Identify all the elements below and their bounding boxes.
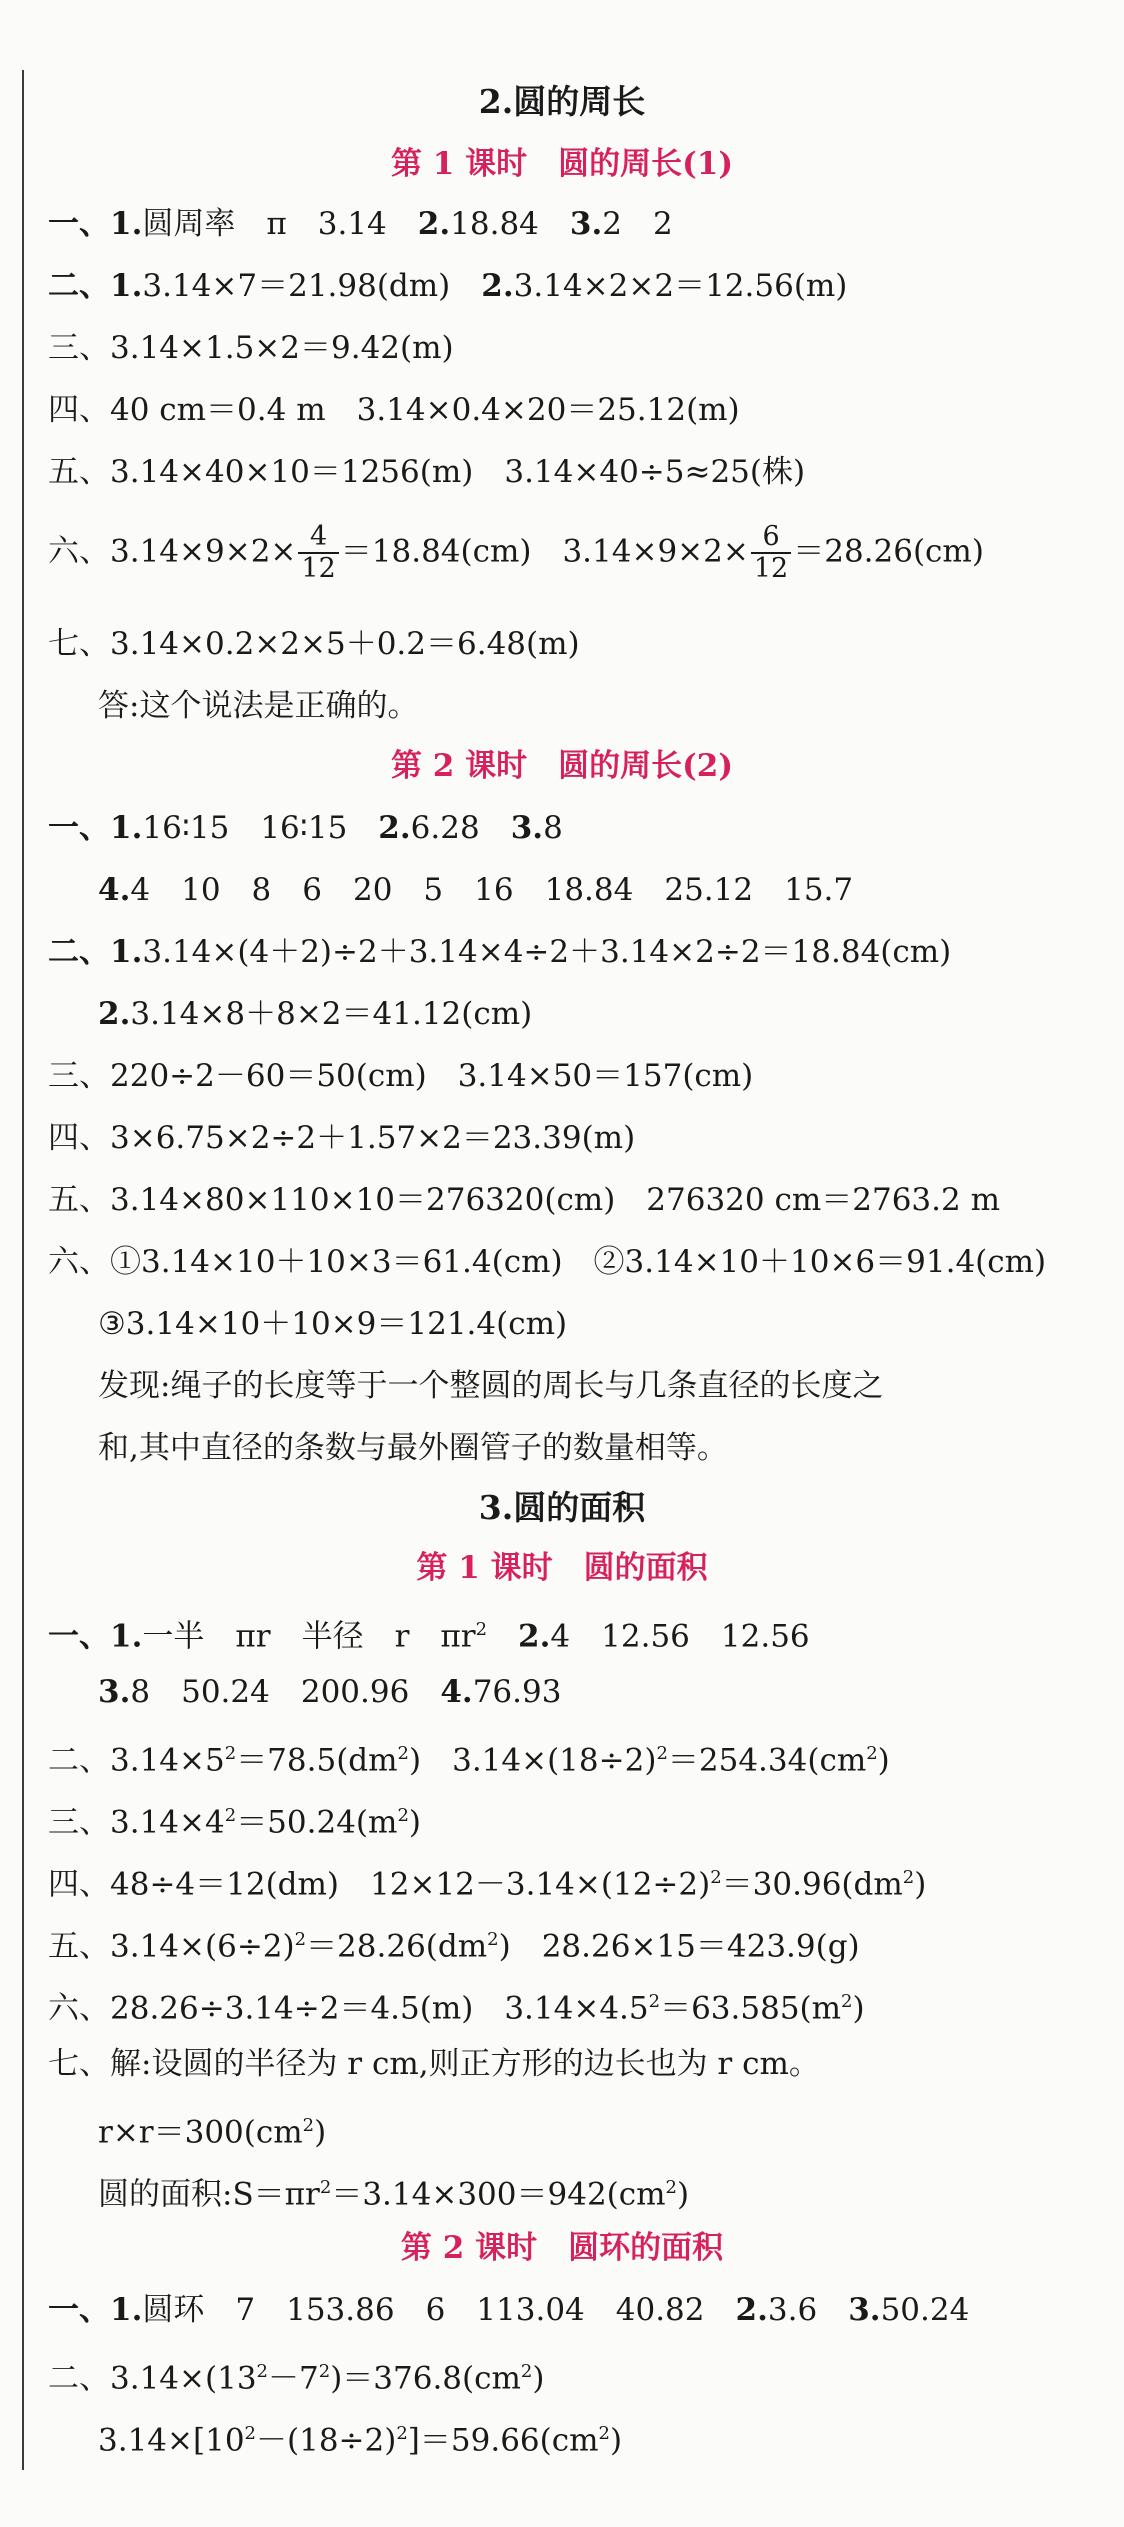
answer-text: 圆环 7 153.86 6 113.04 40.82 (142, 2292, 736, 2328)
exponent: 2 (256, 2361, 268, 2382)
item-label: 二、 (48, 268, 110, 304)
exponent: 2 (302, 2115, 315, 2136)
item-number: 1. (110, 810, 143, 846)
answer-line: 三、220÷2－60＝50(cm) 3.14×50＝157(cm) (48, 1058, 754, 1094)
exponent: 2 (487, 1929, 499, 1950)
fraction (298, 522, 338, 584)
exponent: 2 (319, 2177, 332, 2198)
answer-line (48, 1918, 860, 1968)
answer-text: r×r＝300(cm (98, 2114, 303, 2151)
answer-line: 七、解:设圆的半径为 r cm,则正方形的边长也为 r cm。 (48, 2046, 820, 2082)
item-label: 一、 (48, 206, 110, 242)
answer-text: 50.24 (880, 2292, 970, 2328)
answer-text: 一半 πr 半径 r πr (142, 1618, 476, 1655)
answer-text: 4 12.56 12.56 (550, 1618, 810, 1655)
lesson-title-3-2: 第 2 课时 圆环的面积 (400, 2230, 724, 2266)
answer-text: ) (852, 1990, 865, 2027)
answer-text: ]＝59.66(cm (407, 2422, 599, 2459)
answer-line (48, 930, 951, 974)
answer-text: 圆周率 π 3.14 (142, 206, 418, 242)
item-number: 2. (735, 2292, 768, 2328)
item-number: 2. (481, 268, 514, 304)
answer-text: ＝78.5(dm (236, 1742, 398, 1779)
answer-text: 3.14×7＝21.98(dm) (142, 268, 482, 304)
answer-line (48, 1732, 890, 1782)
answer-text: 18.84 (450, 206, 570, 242)
answer-text: 4 10 8 6 20 5 16 18.84 25.12 15.7 (130, 872, 854, 908)
answer-text: 3.14×(4＋2)÷2＋3.14×4÷2＋3.14×2÷2＝18.84(cm) (142, 934, 952, 970)
answer-text: 3.14×[10 (98, 2422, 245, 2459)
answer-text: ＝18.84(cm) 3.14×9×2× (340, 533, 749, 570)
answer-text: 3.14×2×2＝12.56(m) (513, 268, 848, 304)
exponent: 2 (244, 2423, 256, 2444)
answer-text: 二、3.14×(13 (48, 2360, 257, 2397)
section-title-3: 3.圆的面积 (478, 1488, 646, 1527)
answer-text: 四、48÷4＝12(dm) 12×12－3.14×(12÷2) (48, 1866, 711, 1903)
answer-line: 七、3.14×0.2×2×5＋0.2＝6.48(m) (48, 626, 580, 662)
answer-line (48, 202, 673, 246)
exponent: 2 (902, 1867, 915, 1888)
answer-text: 3.14×8＋8×2＝41.12(cm) (130, 996, 533, 1032)
answer-text: 6.28 (410, 810, 511, 846)
answer-line: 三、3.14×1.5×2＝9.42(m) (48, 330, 454, 366)
exponent: 2 (294, 1929, 307, 1950)
answer-text: ) 3.14×(18÷2) (409, 1742, 657, 1779)
exponent: 2 (841, 1991, 853, 2012)
answer-line: 答:这个说法是正确的。 (98, 688, 419, 724)
fraction-denominator: 12 (753, 553, 789, 584)
answer-text: ＝28.26(cm) (793, 533, 984, 570)
exponent: 2 (475, 1619, 488, 1640)
item-number: 4. (440, 1674, 473, 1710)
item-number: 2. (378, 810, 411, 846)
fraction (751, 522, 791, 584)
answer-line (48, 264, 847, 308)
answer-line (48, 1980, 865, 2030)
exponent: 2 (318, 2361, 331, 2382)
answer-text: ＝3.14×300＝942(cm (331, 2176, 666, 2213)
answer-text: －7 (268, 2360, 319, 2397)
answer-line: 六、①3.14×10＋10×3＝61.4(cm) ②3.14×10＋10×6＝91.4(cm) (48, 1244, 1047, 1280)
answer-text: ) (877, 1742, 890, 1779)
item-number: 1. (110, 934, 143, 970)
item-number: 2. (518, 1618, 551, 1655)
answer-text: ＝28.26(dm (306, 1928, 488, 1965)
exponent: 2 (710, 1867, 722, 1888)
answer-text: 76.93 (472, 1674, 562, 1710)
item-number: 3. (848, 2292, 881, 2328)
answer-text: ) (532, 2360, 545, 2397)
answer-text: ＝30.96(dm (721, 1866, 903, 1903)
answer-line: 四、3×6.75×2÷2＋1.57×2＝23.39(m) (48, 1120, 636, 1156)
answer-text: ) 28.26×15＝423.9(g) (498, 1928, 860, 1965)
exponent: 2 (598, 2423, 610, 2444)
answer-text: ) (914, 1866, 927, 1903)
section-title-2: 2.圆的周长 (478, 82, 646, 121)
item-label: 一、 (48, 810, 110, 846)
answer-line (98, 2104, 326, 2154)
margin-rule (22, 70, 24, 2470)
lesson-title-2-1: 第 1 课时 圆的周长(1) (390, 146, 734, 182)
answer-line (48, 1794, 421, 1844)
answer-line: ③3.14×10＋10×9＝121.4(cm) (98, 1306, 568, 1342)
exponent: 2 (397, 1743, 409, 1764)
answer-line: 四、40 cm＝0.4 m 3.14×0.4×20＝25.12(m) (48, 392, 740, 428)
answer-line: 和,其中直径的条数与最外圈管子的数量相等。 (98, 1430, 728, 1466)
exponent: 2 (396, 2423, 408, 2444)
item-number: 4. (98, 872, 131, 908)
answer-text: ＝254.34(cm (667, 1742, 867, 1779)
answer-text: )＝376.8(cm (330, 2360, 521, 2397)
answer-text: 六、28.26÷3.14÷2＝4.5(m) 3.14×4.5 (48, 1990, 649, 2027)
answer-text: ) (676, 2176, 690, 2213)
answer-line (98, 868, 853, 912)
answer-line (98, 2412, 622, 2462)
item-label: 一、 (48, 2292, 110, 2328)
answer-line (48, 2350, 544, 2400)
item-number: 3. (510, 810, 544, 846)
fraction-numerator: 4 (298, 522, 338, 554)
exponent: 2 (397, 1805, 409, 1826)
answer-text: ) (408, 1804, 421, 1841)
answer-line: 五、3.14×40×10＝1256(m) 3.14×40÷5≈25(株) (48, 454, 806, 490)
item-number: 2. (98, 996, 131, 1032)
exponent: 2 (665, 2177, 677, 2198)
answer-text: 16∶15 16∶15 (142, 810, 379, 846)
fraction-numerator: 6 (751, 522, 791, 554)
answer-line (48, 1608, 810, 1658)
item-number: 1. (110, 206, 143, 242)
answer-line (98, 2166, 689, 2216)
exponent: 2 (224, 1805, 237, 1826)
answer-text (487, 1618, 518, 1654)
answer-line: 五、3.14×80×110×10＝276320(cm) 276320 cm＝2763.2 m (48, 1182, 1000, 1218)
answer-line (98, 1670, 561, 1714)
item-number: 1. (110, 2292, 143, 2328)
answer-text: ) (314, 2114, 327, 2151)
answer-line (48, 806, 563, 850)
item-number: 1. (110, 1618, 143, 1655)
lesson-title-3-1: 第 1 课时 圆的面积 (416, 1550, 708, 1586)
exponent: 2 (656, 1743, 668, 1764)
item-number: 3. (98, 1674, 131, 1710)
exponent: 2 (648, 1991, 661, 2012)
answer-text: 五、3.14×(6÷2) (48, 1928, 295, 1965)
answer-text: 圆的面积:S＝πr (98, 2176, 320, 2213)
answer-text: 3.6 (767, 2292, 849, 2328)
answer-text: 2 2 (602, 206, 673, 242)
answer-text: ＝50.24(m (236, 1804, 398, 1841)
lesson-title-2-2: 第 2 课时 圆的周长(2) (390, 748, 734, 784)
answer-text: ＝63.585(m (660, 1990, 842, 2027)
answer-text: 8 (543, 810, 563, 846)
fraction-denominator: 12 (301, 553, 336, 584)
item-label: 一、 (48, 1618, 110, 1655)
answer-line (98, 992, 532, 1036)
item-number: 1. (110, 268, 143, 304)
answer-text: 三、3.14×4 (48, 1804, 225, 1841)
answer-line (48, 2288, 969, 2332)
item-number: 3. (569, 206, 603, 242)
answer-text: 8 50.24 200.96 (130, 1674, 441, 1710)
answer-line (48, 522, 984, 584)
exponent: 2 (224, 1743, 237, 1764)
answer-text: 六、3.14×9×2× (48, 533, 297, 570)
exponent: 2 (866, 1743, 878, 1764)
item-label: 二、 (48, 934, 110, 970)
answer-text: －(18÷2) (256, 2422, 397, 2459)
exponent: 2 (520, 2361, 533, 2382)
item-number: 2. (417, 206, 451, 242)
answer-text: 二、3.14×5 (48, 1742, 225, 1779)
answer-text: ) (609, 2422, 623, 2459)
answer-line: 发现:绳子的长度等于一个整圆的周长与几条直径的长度之 (98, 1368, 884, 1404)
answer-line (48, 1856, 926, 1906)
